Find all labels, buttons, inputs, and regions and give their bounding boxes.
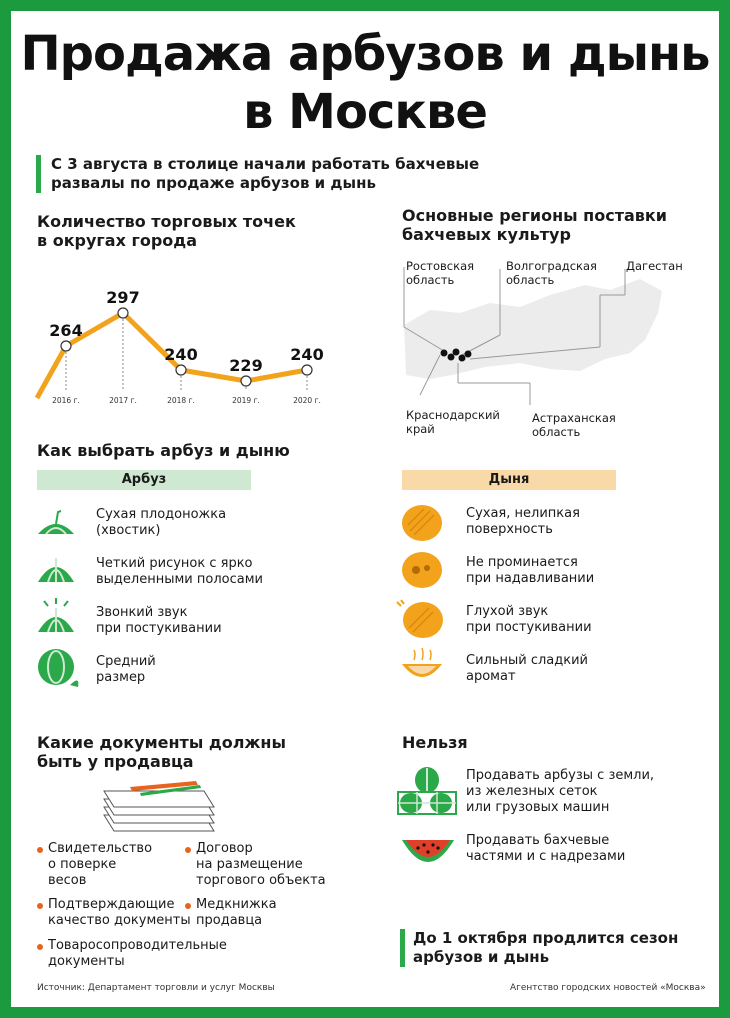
doc-item-3-line2: качество документы xyxy=(48,913,191,928)
melon-tip-3-line2: при постукивании xyxy=(466,620,592,635)
doc-item-2-line3: торгового объекта xyxy=(196,873,326,888)
dry-melon-icon xyxy=(400,503,444,543)
forbidden-item-2 xyxy=(466,833,625,865)
points-line-chart xyxy=(0,270,360,420)
page-title-line2: в Москве xyxy=(243,84,487,140)
agency-note: Агентство городских новостей «Москва» xyxy=(510,983,706,993)
doc-item-4-line1: Медкнижка xyxy=(196,897,277,912)
lead-text: С 3 августа в столице начали работать бахчевые развалы по продаже арбузов и дынь xyxy=(36,155,511,193)
watermelon-tip-4-line1: Средний xyxy=(96,654,156,669)
x-tick-label: 2016 г. xyxy=(52,396,80,405)
watermelon-tip-4-line2: размер xyxy=(96,670,146,685)
melon-tip-4-line1: Сильный сладкий xyxy=(466,653,589,668)
forbidden-heading: Нельзя xyxy=(402,733,468,752)
melon-tip-1-line2: поверхность xyxy=(466,522,553,537)
watermelon-tip-3-line1: Звонкий звук xyxy=(96,605,188,620)
doc-item-2 xyxy=(196,841,326,889)
melon-tip-1 xyxy=(466,506,580,538)
data-point xyxy=(241,376,251,386)
doc-item-2-line1: Договор xyxy=(196,841,253,856)
documents-stack-icon xyxy=(100,775,220,835)
points-heading-line2: в округах города xyxy=(37,231,197,250)
region-volgograd-label xyxy=(506,259,597,287)
watermelon-bar: Арбуз xyxy=(37,470,251,490)
watermelon-tip-3-line2: при постукивании xyxy=(96,621,222,636)
watermelon-slice-icon xyxy=(400,836,456,868)
striped-watermelon-icon xyxy=(36,552,76,586)
data-label: 229 xyxy=(229,356,263,375)
melon-tip-1-line1: Сухая, нелипкая xyxy=(466,506,580,521)
forbidden-item-1-line1: Продавать арбузы с земли, xyxy=(466,768,655,783)
data-point xyxy=(176,365,186,375)
region-astrakhan-line1: Астраханская xyxy=(532,411,616,425)
watermelon-tip-2-line2: выделенными полосами xyxy=(96,572,263,587)
doc-item-1-line2: о поверке xyxy=(48,857,117,872)
region-dot-krasnodar xyxy=(441,350,448,357)
watermelon-tip-3 xyxy=(96,605,222,637)
region-astrakhan-line2: область xyxy=(532,425,581,439)
firm-melon-icon xyxy=(400,550,444,590)
doc-item-5-line2: документы xyxy=(48,954,125,969)
data-label: 240 xyxy=(164,345,198,364)
doc-item-2-line2: на размещение xyxy=(196,857,303,872)
melon-tip-2-line2: при надавливании xyxy=(466,571,595,586)
melon-bar: Дыня xyxy=(402,470,616,490)
x-tick-label: 2020 г. xyxy=(293,396,321,405)
region-dot-dagestan xyxy=(465,351,472,358)
regions-heading-line2: бахчевых культур xyxy=(402,225,571,244)
medium-watermelon-icon xyxy=(36,645,84,691)
doc-item-3-line1: Подтверждающие xyxy=(48,897,175,912)
doc-item-4-line2: продавца xyxy=(196,913,263,928)
data-point xyxy=(118,308,128,318)
region-rostov-label xyxy=(406,259,474,287)
region-krasnodar-line2: край xyxy=(406,422,435,436)
choose-heading: Как выбрать арбуз и дыню xyxy=(37,441,290,460)
region-volgograd-line1: Волгоградская xyxy=(506,259,597,273)
docs-heading-line2: быть у продавца xyxy=(37,752,194,771)
docs-heading-line1: Какие документы должны xyxy=(37,733,286,752)
region-krasnodar-line1: Краснодарский xyxy=(406,408,500,422)
source-note: Источник: Департамент торговли и услуг Москвы xyxy=(37,983,275,993)
regions-heading-line1: Основные регионы поставки xyxy=(402,206,667,225)
forbidden-item-1-line3: или грузовых машин xyxy=(466,800,610,815)
melon-tip-4 xyxy=(466,653,588,685)
region-dot-volgograd xyxy=(453,349,460,356)
watermelon-tip-4 xyxy=(96,654,156,686)
melon-tip-4-line2: аромат xyxy=(466,669,516,684)
russia-shape xyxy=(404,279,662,379)
doc-item-5 xyxy=(48,938,227,970)
forbidden-item-2-line1: Продавать бахчевые xyxy=(466,833,610,848)
aroma-melon-slice-icon xyxy=(400,646,444,686)
dry-stem-watermelon-icon xyxy=(36,508,76,538)
region-krasnodar-label xyxy=(406,408,500,436)
ringing-watermelon-icon xyxy=(36,598,76,636)
melon-tip-2-line1: Не проминается xyxy=(466,555,578,570)
points-heading-line1: Количество торговых точек xyxy=(37,212,296,231)
data-label: 297 xyxy=(106,288,140,307)
region-dot-astrakhan xyxy=(459,355,466,362)
forbidden-item-1 xyxy=(466,768,654,816)
season-note-line2: арбузов и дынь xyxy=(413,948,550,966)
watermelons-in-crate-icon xyxy=(396,766,458,816)
forbidden-item-2-line2: частями и с надрезами xyxy=(466,849,626,864)
region-rostov-line1: Ростовская xyxy=(406,259,475,273)
doc-item-1 xyxy=(48,841,152,889)
doc-item-1-line1: Свидетельство xyxy=(48,841,153,856)
region-astrakhan-label xyxy=(532,411,616,439)
data-point xyxy=(302,365,312,375)
data-point xyxy=(61,341,71,351)
melon-tip-2 xyxy=(466,555,594,587)
x-tick-label: 2018 г. xyxy=(167,396,195,405)
doc-item-5-line1: Товаросопроводительные xyxy=(48,938,227,953)
melon-tip-3 xyxy=(466,604,592,636)
melon-tip-3-line1: Глухой звук xyxy=(466,604,549,619)
region-dagestan-label: Дагестан xyxy=(626,259,683,273)
doc-item-3 xyxy=(48,897,191,929)
season-note xyxy=(400,929,713,967)
dull-sound-melon-icon xyxy=(395,598,445,640)
season-note-line1: До 1 октября продлится сезон xyxy=(413,929,679,947)
data-label: 264 xyxy=(49,321,83,340)
region-rostov-line2: область xyxy=(406,273,455,287)
forbidden-item-1-line2: из железных сеток xyxy=(466,784,598,799)
watermelon-tip-1-line2: (хвостик) xyxy=(96,523,161,538)
watermelon-tip-1-line1: Сухая плодоножка xyxy=(96,507,227,522)
watermelon-tip-1 xyxy=(96,507,226,539)
x-tick-label: 2019 г. xyxy=(232,396,260,405)
watermelon-tip-2 xyxy=(96,556,263,588)
region-dot-rostov xyxy=(448,354,455,361)
doc-item-1-line3: весов xyxy=(48,873,87,888)
page-title-line1: Продажа арбузов и дынь xyxy=(20,26,710,82)
region-volgograd-line2: область xyxy=(506,273,555,287)
doc-item-4 xyxy=(196,897,277,929)
x-tick-label: 2017 г. xyxy=(109,396,137,405)
data-label: 240 xyxy=(290,345,324,364)
watermelon-tip-2-line1: Четкий рисунок с ярко xyxy=(96,556,253,571)
